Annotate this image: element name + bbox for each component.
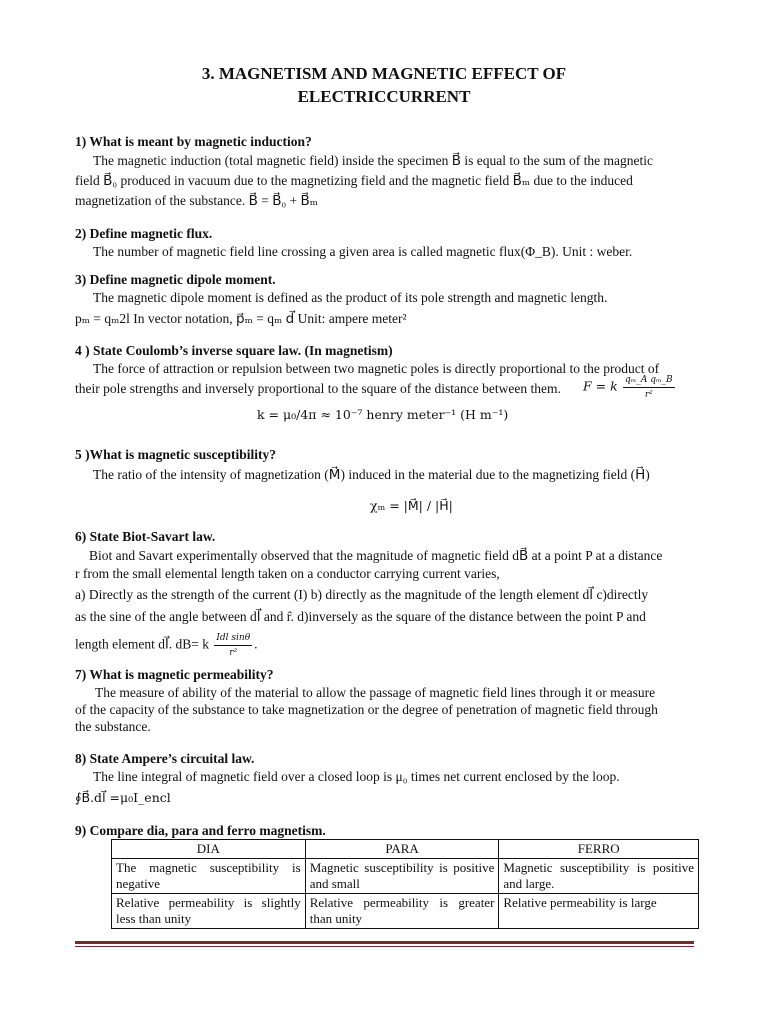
question-heading: 4 ) State Coulomb’s inverse square law. (In magnetism): [75, 343, 393, 358]
column-header-ferro: FERRO: [499, 840, 699, 859]
biot-denominator: r²: [229, 648, 238, 658]
page-title-line1: 3. MAGNETISM AND MAGNETIC EFFECT OF: [201, 64, 567, 83]
answer-line: The ratio of the intensity of magnetization (M⃗) induced in the material due to the magnetizing field (H⃗): [93, 467, 650, 482]
answer-line: The number of magnetic field line crossing a given area is called magnetic flux(Φ_B). Unit : weber.: [93, 244, 633, 259]
table-cell: Relative permeability is greater than unity: [305, 894, 499, 929]
table-cell: The magnetic susceptibility is negative: [112, 859, 306, 894]
question-heading: 5 )What is magnetic susceptibility?: [75, 447, 276, 462]
question-heading: 6) State Biot-Savart law.: [75, 529, 216, 544]
biot-fraction: [214, 631, 252, 660]
column-header-dia: DIA: [112, 840, 306, 859]
answer-line: field B⃗₀ produced in vacuum due to the magnetizing field and the magnetic field B⃗ₘ due to the induced: [75, 173, 633, 188]
coulomb-formula: [583, 373, 677, 402]
question-heading: 9) Compare dia, para and ferro magnetism.: [75, 823, 326, 838]
answer-line: The line integral of magnetic field over a closed loop is μ₀ times net current enclosed by the loop.: [93, 769, 620, 784]
footer-rule-thin: [75, 946, 694, 947]
question-heading: 2) Define magnetic flux.: [75, 226, 213, 241]
answer-line: The force of attraction or repulsion between two magnetic poles is directly proportional to the product of: [93, 361, 660, 376]
permeability-constant: k = μ₀/4π ≈ 10⁻⁷ henry meter⁻¹ (H m⁻¹): [257, 407, 509, 422]
column-header-para: PARA: [305, 840, 499, 859]
footer-rule: [75, 941, 694, 944]
coulomb-fraction: [623, 373, 675, 402]
question-heading: 7) What is magnetic permeability?: [75, 667, 274, 682]
answer-line: The measure of ability of the material to allow the passage of magnetic field lines through it or measure: [95, 685, 656, 700]
table-header-row: [112, 840, 699, 859]
comparison-table: [111, 839, 699, 929]
answer-line: of the capacity of the substance to take magnetization or the degree of penetration of magnetic field through: [75, 702, 658, 717]
answer-line: r from the small elemental length taken on a conductor carrying current varies,: [75, 566, 500, 581]
answer-line: pₘ = qₘ2l In vector notation, p⃗ₘ = qₘ d⃗ Unit: ampere meter²: [75, 311, 407, 326]
page-title-line2: ELECTRICCURRENT: [297, 87, 471, 106]
answer-line: the substance.: [75, 719, 151, 734]
answer-line: magnetization of the substance. B⃗ = B⃗₀ + B⃗ₘ: [75, 193, 319, 208]
table-row: [112, 894, 699, 929]
biot-numerator: Idl sinθ: [214, 631, 252, 646]
question-heading: 8) State Ampere’s circuital law.: [75, 751, 255, 766]
susceptibility-formula: χₘ = |M⃗| / |H⃗|: [370, 498, 453, 513]
coulomb-force-label: F = k: [583, 378, 618, 394]
table-cell: Magnetic susceptibility is positive and large.: [499, 859, 699, 894]
answer-line: a) Directly as the strength of the current (I) b) directly as the magnitude of the length element dl⃗ c)directly: [75, 587, 649, 602]
answer-line: The magnetic dipole moment is defined as the product of its pole strength and magnetic length.: [93, 290, 608, 305]
coulomb-numerator: qₘ_A qₘ_B: [623, 373, 675, 388]
table-cell: Relative permeability is slightly less than unity: [112, 894, 306, 929]
biot-text: length element dl⃗. dB= k: [75, 636, 209, 652]
table-cell: Relative permeability is large: [499, 894, 699, 929]
answer-line: The magnetic induction (total magnetic field) inside the specimen B⃗ is equal to the sum of the magnetic: [93, 153, 653, 168]
answer-line: their pole strengths and inversely proportional to the square of the distance between them.: [75, 381, 561, 396]
answer-line: Biot and Savart experimentally observed that the magnitude of magnetic field dB⃗ at a point P at a distance: [89, 548, 663, 563]
coulomb-denominator: r²: [644, 390, 653, 400]
answer-line: length element dl⃗. dB= k $\frac{\text{Idl sinθ}}{\text{r²}}$ .: [75, 633, 258, 658]
ampere-formula: ∮B⃗.dl⃗ =μ₀I_encl: [75, 790, 171, 805]
question-heading: 3) Define magnetic dipole moment.: [75, 272, 276, 287]
table-row: [112, 859, 699, 894]
table-cell: Magnetic susceptibility is positive and small: [305, 859, 499, 894]
question-heading: 1) What is meant by magnetic induction?: [75, 134, 312, 149]
answer-line: as the sine of the angle between dl⃗ and r̂. d)inversely as the square of the distance between the point P and: [75, 609, 646, 624]
